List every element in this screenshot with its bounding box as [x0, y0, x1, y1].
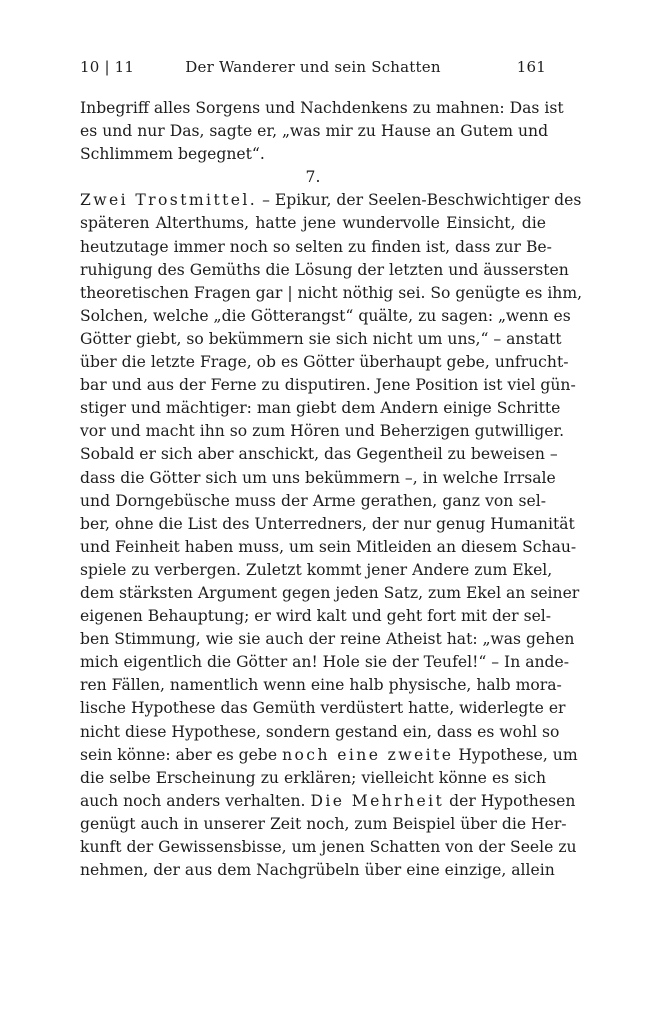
text-segment: stiger und mächtiger: man giebt dem Andern einige Schritte: [80, 399, 561, 418]
text-segment: und Dorngebüsche muss der Arme gerathen, ganz von sel-: [80, 491, 546, 510]
text-line: [80, 790, 576, 813]
text-line: [80, 120, 549, 143]
text-segment: lische Hypothese das Gemüth verdüstert hatte, widerlegte er: [80, 699, 566, 718]
text-line: [80, 744, 578, 767]
text-segment: der Hypothesen: [444, 791, 576, 810]
text-line: [80, 813, 567, 836]
text-segment: Hypothese, um: [453, 745, 578, 764]
text-line: [80, 212, 546, 235]
text-segment: ruhigung des Gemüths die Lösung der letzten und äussersten: [80, 260, 569, 279]
text-segment: ben Stimmung, wie sie auch der reine Atheist hat: „was gehen: [80, 630, 575, 649]
emphasized-text: Die Mehrheit: [310, 791, 445, 810]
text-line: [80, 282, 583, 305]
text-line: [80, 559, 553, 582]
text-segment: über die letzte Frage, ob es Götter überhaupt gebe, unfrucht-: [80, 353, 569, 372]
text-segment: mich eigentlich die Götter an! Hole sie der Teufel!“ – In ande-: [80, 653, 570, 672]
text-line: [80, 236, 552, 259]
text-line: [80, 374, 576, 397]
text-segment: ren Fällen, namentlich wenn eine halb physische, halb mora-: [80, 676, 562, 695]
text-segment: bar und aus der Ferne zu disputiren. Jene Position ist viel gün-: [80, 376, 576, 395]
text-line: [80, 259, 569, 282]
line-numbers: 10 | 11: [80, 58, 135, 76]
text-segment: Solchen, welche „die Götterangst“ quälte, zu sagen: „wenn es: [80, 306, 571, 325]
chapter-title: Der Wanderer und sein Schatten: [185, 58, 441, 76]
text-line: [80, 305, 571, 328]
text-line: [80, 97, 564, 120]
text-segment: spiele zu verbergen. Zuletzt kommt jener Andere zum Ekel,: [80, 560, 553, 579]
text-line: [80, 767, 546, 790]
text-line: [80, 143, 546, 166]
text-segment: Götter giebt, so bekümmern sie sich nicht um uns,“ – anstatt: [80, 329, 562, 348]
text-segment: nicht diese Hypothese, sondern gestand ein, dass es wohl so: [80, 722, 560, 741]
text-line: [80, 721, 560, 744]
text-line: [80, 443, 558, 466]
text-line: [80, 859, 555, 882]
emphasized-text: noch eine zweite: [282, 745, 454, 764]
text-segment: Sobald er sich aber anschickt, das Gegentheil zu beweisen –: [80, 445, 558, 464]
text-line: [80, 328, 562, 351]
text-segment: heutzutage immer noch so selten zu finden ist, dass zur Be-: [80, 237, 552, 256]
text-segment: die selbe Erscheinung zu erklären; vielleicht könne es sich: [80, 768, 546, 787]
text-segment: theoretischen Fragen gar | nicht nöthig sei. So genügte es ihm,: [80, 283, 583, 302]
text-segment: es und nur Das, sagte er, „was mir zu Hause an Gutem und: [80, 122, 549, 141]
text-line: [80, 651, 570, 674]
text-segment: auch noch anders verhalten.: [80, 791, 311, 810]
text-line: [80, 189, 582, 212]
text-segment: späteren Alterthums, hatte jene wundervolle Einsicht, die: [80, 214, 546, 233]
text-segment: ber, ohne die List des Unterredners, der nur genug Humanität: [80, 514, 575, 533]
text-segment: genügt auch in unserer Zeit noch, zum Beispiel über die Her-: [80, 814, 567, 833]
emphasized-text: Zwei Trostmittel.: [80, 191, 258, 210]
text-line: [80, 467, 556, 490]
text-segment: und Feinheit haben muss, um sein Mitleiden an diesem Schau-: [80, 537, 577, 556]
text-line: [80, 513, 575, 536]
text-line: [80, 351, 569, 374]
page-number: 161: [516, 58, 546, 76]
text-line: [80, 582, 580, 605]
text-segment: dass die Götter sich um uns bekümmern –, in welche Irrsale: [80, 468, 556, 487]
text-line: [80, 420, 565, 443]
text-line: [80, 836, 577, 859]
text-segment: nehmen, der aus dem Nachgrübeln über eine einzige, allein: [80, 861, 555, 880]
text-line: [80, 536, 577, 559]
text-segment: kunft der Gewissensbisse, um jenen Schatten von der Seele zu: [80, 838, 577, 856]
text-line: [80, 397, 561, 420]
text-segment: Inbegriff alles Sorgens und Nachdenkens zu mahnen: Das ist: [80, 99, 564, 117]
text-segment: 7.: [305, 168, 321, 187]
text-segment: eigenen Behauptung; er wird kalt und geht fort mit der sel-: [80, 607, 552, 626]
text-line: [80, 697, 566, 720]
text-line: [80, 490, 546, 513]
text-segment: dem stärksten Argument gegen jeden Satz, zum Ekel an seiner: [80, 583, 580, 602]
text-segment: – Epikur, der Seelen-Beschwichtiger des: [257, 191, 582, 210]
text-line: [80, 605, 552, 628]
text-segment: vor und macht ihn so zum Hören und Beherzigen gutwilliger.: [80, 422, 565, 441]
body-text: [80, 97, 583, 882]
text-line: [80, 674, 562, 697]
text-segment: Schlimmem begegnet“.: [80, 145, 265, 164]
section-number: [80, 166, 546, 189]
running-head: [80, 52, 546, 82]
text-segment: sein könne: aber es gebe: [80, 745, 283, 764]
text-line: [80, 628, 575, 651]
book-page: [80, 52, 583, 882]
